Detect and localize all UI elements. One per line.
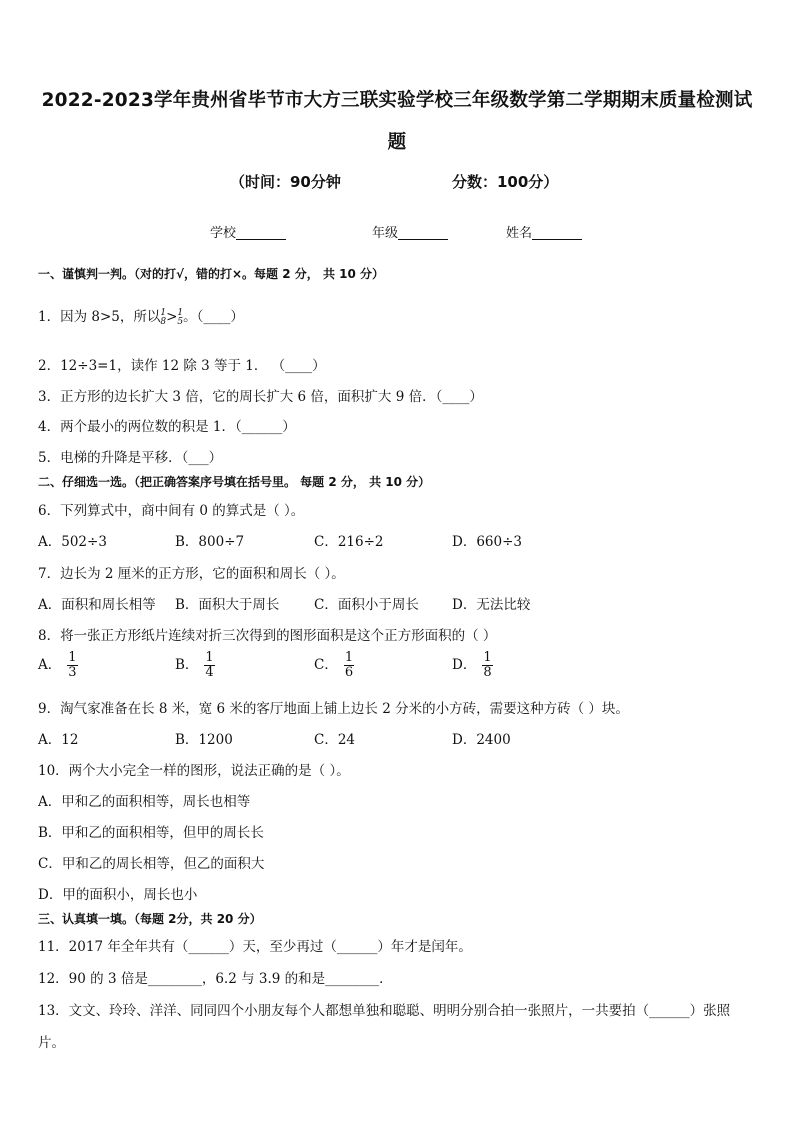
fraction-numerator: 1 xyxy=(68,650,77,665)
question-13-line1: 13．文文、玲玲、洋洋、同同四个小朋友每个人都想单独和聪聪、明明分别合拍一张照片，一共要拍（______）张照 xyxy=(38,1003,731,1019)
question-4: 4．两个最小的两位数的积是 1．（______） xyxy=(38,419,296,435)
question-1-suffix: 。（____） xyxy=(183,309,244,325)
fraction-denominator: 5 xyxy=(177,316,184,327)
q10-option-b: B．甲和乙的面积相等，但甲的周长长 xyxy=(38,825,264,841)
question-1-prefix: 1．因为 8>5，所以 xyxy=(38,309,161,325)
fraction-numerator: 1 xyxy=(177,307,184,318)
q7-option-d: D．无法比较 xyxy=(452,597,531,613)
school-label: 学校 xyxy=(210,226,237,241)
name-label: 姓名 xyxy=(506,226,533,241)
q7-option-a: A．面积和周长相等 xyxy=(38,597,156,613)
fraction-1-4 xyxy=(204,651,214,680)
q10-option-d: D．甲的面积小，周长也小 xyxy=(38,887,198,903)
question-8: 8．将一张正方形纸片连续对折三次得到的图形面积是这个正方形面积的（ ） xyxy=(38,628,497,644)
grade-label: 年级 xyxy=(372,226,399,241)
q10-option-a: A．甲和乙的面积相等，周长也相等 xyxy=(38,794,251,810)
q9-option-b: B．1200 xyxy=(175,732,233,748)
q7-option-c: C．面积小于周长 xyxy=(314,597,419,613)
question-11: 11．2017 年全年共有（______）天，至少再过（______）年才是闰年。 xyxy=(38,939,472,955)
question-12: 12．90 的 3 倍是________，6.2 与 3.9 的和是________． xyxy=(38,971,393,987)
question-13-line2: 片。 xyxy=(38,1035,65,1051)
fraction-numerator: 1 xyxy=(344,650,354,665)
fraction-numerator: 1 xyxy=(160,307,167,318)
question-9: 9．淘气家准备在长 8 米，宽 6 米的客厅地面上铺上边长 2 分米的小方砖，需要这种方砖（ ）块。 xyxy=(38,701,629,717)
grade-blank[interactable] xyxy=(398,225,448,240)
q9-option-d: D．2400 xyxy=(452,732,511,748)
q6-option-d: D．660÷3 xyxy=(452,534,522,550)
paper-title-line1: 2022-2023学年贵州省毕节市大方三联实验学校三年级数学第二学期期末质量检测试 xyxy=(41,90,753,111)
name-field xyxy=(506,222,582,241)
fraction-1-8 xyxy=(482,651,492,680)
fraction-denominator: 8 xyxy=(483,665,492,680)
q9-option-a: A．12 xyxy=(38,732,79,748)
greater-than-sign: > xyxy=(166,309,178,325)
question-6: 6．下列算式中，商中间有 0 的算式是（ ）。 xyxy=(38,503,305,519)
question-2: 2．12÷3=1，读作 12 除 3 等于 1． （____） xyxy=(38,358,326,374)
q6-option-c: C．216÷2 xyxy=(314,534,384,550)
school-field xyxy=(210,222,286,241)
fraction-denominator: 4 xyxy=(205,665,214,680)
fraction-denominator: 6 xyxy=(344,665,354,680)
fraction-1-3 xyxy=(67,651,77,680)
fraction-numerator: 1 xyxy=(483,650,492,665)
exam-time: （时间：90分钟 xyxy=(230,173,341,191)
q6-option-a: A．502÷3 xyxy=(38,534,107,550)
grade-field xyxy=(372,222,448,241)
question-1 xyxy=(38,305,244,327)
q7-option-b: B．面积大于周长 xyxy=(175,597,280,613)
question-10: 10．两个大小完全一样的图形，说法正确的是（ ）。 xyxy=(38,763,350,779)
q8-option-d xyxy=(452,651,493,680)
question-7: 7．边长为 2 厘米的正方形，它的面积和周长（ ）。 xyxy=(38,566,345,582)
paper-title-line2: 题 xyxy=(387,132,407,153)
section-2-heading: 二、仔细选一选。（把正确答案序号填在括号里。 每题 2 分， 共 10 分） xyxy=(38,475,431,489)
section-3-heading: 三、认真填一填。（每题 2分，共 20 分） xyxy=(38,912,262,926)
q6-option-b: B．800÷7 xyxy=(175,534,245,550)
exam-score: 分数：100分） xyxy=(452,173,559,191)
q10-option-c: C．甲和乙的周长相等，但乙的面积大 xyxy=(38,856,265,872)
option-label: C． xyxy=(314,657,338,673)
question-3: 3．正方形的边长扩大 3 倍，它的周长扩大 6 倍，面积扩大 9 倍．（____） xyxy=(38,389,483,405)
fraction-numerator: 1 xyxy=(205,650,214,665)
q9-option-c: C．24 xyxy=(314,732,356,748)
fraction-denominator: 8 xyxy=(160,316,167,327)
fraction-denominator: 3 xyxy=(68,665,77,680)
option-label: B． xyxy=(175,657,199,673)
option-label: D． xyxy=(452,657,477,673)
name-blank[interactable] xyxy=(532,225,582,240)
question-5: 5．电梯的升降是平移．（___） xyxy=(38,450,223,466)
option-label: A． xyxy=(38,657,62,673)
q8-option-c xyxy=(314,651,354,680)
fraction-1-6 xyxy=(344,651,354,680)
school-blank[interactable] xyxy=(236,225,286,240)
q8-option-a xyxy=(38,651,78,680)
q8-option-b xyxy=(175,651,215,680)
section-1-heading: 一、谨慎判一判。（对的打√，错的打×。每题 2 分， 共 10 分） xyxy=(38,267,384,281)
